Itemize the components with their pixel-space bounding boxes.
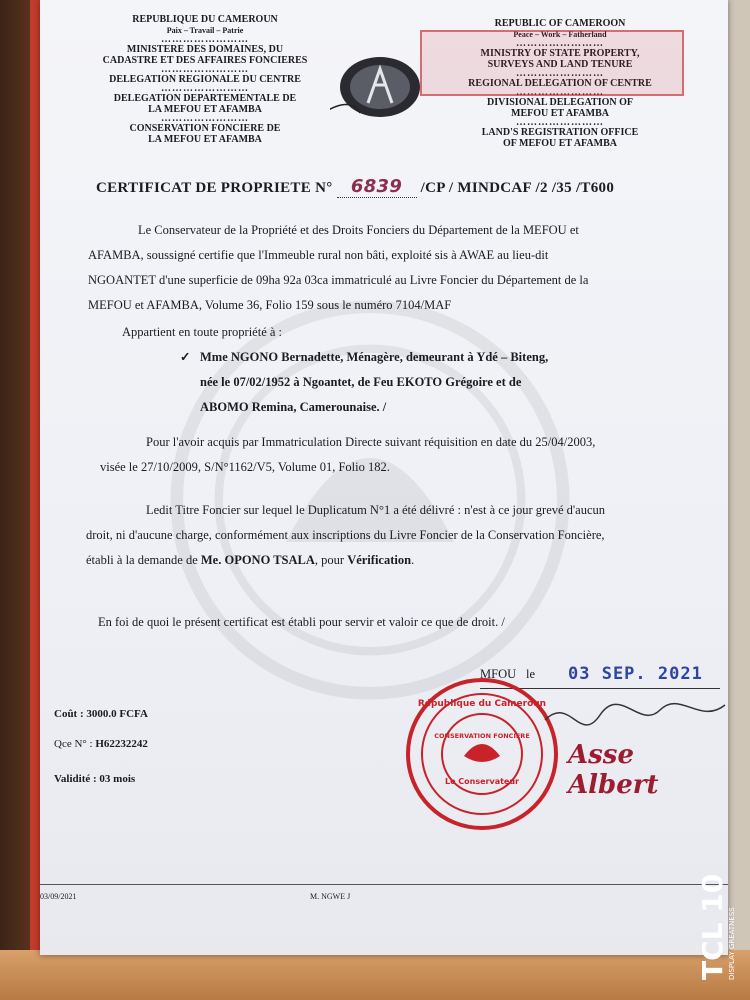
header-en-line5b: MEFOU ET AFAMBA xyxy=(511,108,609,119)
header-fr-separator: …………………… xyxy=(161,83,249,94)
header-fr-motto: Paix – Travail – Patrie xyxy=(166,26,244,35)
seal-bottom-text: Le Conservateur xyxy=(444,777,520,786)
header-french xyxy=(90,14,320,145)
paragraph3-line3-dot: . xyxy=(411,553,415,567)
header-en-line4: REGIONAL DELEGATION OF CENTRE xyxy=(468,78,652,89)
receipt-number xyxy=(54,738,148,750)
camera-watermark xyxy=(696,850,744,980)
header-fr-line5a: DELEGATION DEPARTEMENTALE DE xyxy=(113,93,297,104)
emblem-icon xyxy=(330,55,430,119)
watermark-brand: TCL 10 xyxy=(696,873,729,980)
header-en-line3a: MINISTRY OF STATE PROPERTY, xyxy=(480,48,640,59)
paragraph2-line: Pour l'avoir acquis par Immatriculation Directe suivant réquisition en date du 25/04/2003, xyxy=(146,435,596,449)
table-surface xyxy=(0,950,750,1000)
requester-name: Me. OPONO TSALA xyxy=(200,553,315,567)
ownership-intro: Appartient en toute propriété à : xyxy=(122,325,283,339)
check-mark-icon: ✓ xyxy=(180,350,191,364)
header-fr-line3b: CADASTRE ET DES AFFAIRES FONCIERES xyxy=(102,55,308,66)
header-fr-line4: DELEGATION REGIONALE DU CENTRE xyxy=(109,74,301,85)
paragraph-acquisition xyxy=(88,430,718,480)
owner-line: ABOMO Remina, Camerounaise. / xyxy=(200,400,387,414)
paragraph3-line2: droit, ni d'aucune charge, conformément aux inscriptions du Livre Foncier de la Conservation Foncière, xyxy=(86,528,605,542)
owner-line: Mme NGONO Bernadette, Ménagère, demeurant à Ydé – Biteng, xyxy=(200,350,549,364)
header-fr-line6a: CONSERVATION FONCIERE DE xyxy=(129,123,281,134)
header-fr-line5b: LA MEFOU ET AFAMBA xyxy=(148,104,262,115)
header-en-line1: REPUBLIC OF CAMEROON xyxy=(494,18,626,29)
paragraph-property-description xyxy=(88,218,718,318)
header-fr-line3a: MINISTERE DES DOMAINES, DU xyxy=(126,44,284,55)
seal-top-text: République du Cameroun xyxy=(417,699,547,709)
owner-details xyxy=(180,345,720,420)
receipt-label: Qce N° : xyxy=(54,738,96,750)
watermark-tagline: DISPLAY GREATNESS xyxy=(728,907,736,980)
paragraph2-line: visée le 27/10/2009, S/N°1162/V5, Volume 01, Folio 182. xyxy=(100,460,390,474)
receipt-value: H62232242 xyxy=(95,738,148,750)
header-en-motto: Peace – Work – Fatherland xyxy=(513,30,607,39)
header-fr-line6b: LA MEFOU ET AFAMBA xyxy=(148,134,262,145)
certificate-number: 6839 xyxy=(337,176,417,198)
place-name: MFOU xyxy=(480,667,517,681)
header-fr-line1: REPUBLIQUE DU CAMEROUN xyxy=(132,14,278,25)
header-en-line3b: SURVEYS AND LAND TENURE xyxy=(487,59,633,70)
seal-center-text: CONSERVATION FONCIERE xyxy=(434,732,530,740)
paragraph3-line3-pre: établi à la demande de xyxy=(86,553,201,567)
footer-clerk: M. NGWE J xyxy=(310,892,351,901)
date-le: le xyxy=(526,667,536,681)
paragraph-title-status xyxy=(86,498,722,573)
footer-divider xyxy=(40,884,728,885)
paragraph1-line: Le Conservateur de la Propriété et des Droits Fonciers du Département de la MEFOU et xyxy=(138,223,579,237)
paragraph1-line: AFAMBA, soussigné certifie que l'Immeuble rural non bâti, exploité sis à AWAE au lieu-dit xyxy=(88,248,549,262)
title-suffix: /CP / MINDCAF /2 /35 /T600 xyxy=(420,180,615,196)
fee-cost: Coût : 3000.0 FCFA xyxy=(54,708,148,720)
header-en-separator: …………………… xyxy=(516,87,604,98)
header-en-line5a: DIVISIONAL DELEGATION OF xyxy=(487,97,633,108)
date-stamp: 03 SEP. 2021 xyxy=(568,664,703,684)
header-fr-separator: …………………… xyxy=(161,64,249,75)
closing-statement: En foi de quoi le présent certificat est établi pour servir et valoir ce que de droit. / xyxy=(98,615,505,629)
header-en-line6b: OF MEFOU ET AFAMBA xyxy=(503,138,617,149)
validity: Validité : 03 mois xyxy=(54,773,136,785)
paragraph3-line3-mid: , pour xyxy=(314,553,348,567)
purpose: Vérification xyxy=(347,553,412,567)
header-en-separator: …………………… xyxy=(516,38,604,49)
footer-date: 03/09/2021 xyxy=(40,892,77,901)
certificate-page xyxy=(40,0,728,955)
header-fr-separator: …………………… xyxy=(161,113,249,124)
header-fr-separator: …………………… xyxy=(161,34,249,45)
header-en-separator: …………………… xyxy=(516,117,604,128)
owner-line: née le 07/02/1952 à Ngoantet, de Feu EKOTO Grégoire et de xyxy=(200,375,522,389)
signature-name: Asse Albert xyxy=(568,740,659,800)
paragraph1-line: NGOANTET d'une superficie de 09ha 92a 03ca immatriculé au Livre Foncier du Département de la xyxy=(88,273,589,287)
franking-stamp xyxy=(420,30,684,96)
official-seal-icon xyxy=(404,676,560,832)
paragraph3-line1: Ledit Titre Foncier sur lequel le Duplicatum N°1 a été délivré : n'est à ce jour grevé d'aucun xyxy=(146,503,606,517)
title-prefix: CERTIFICAT DE PROPRIETE N° xyxy=(96,180,333,196)
certificate-title xyxy=(96,176,716,198)
header-en-separator: …………………… xyxy=(516,68,604,79)
header-en-line6a: LAND'S REGISTRATION OFFICE xyxy=(481,127,639,138)
paragraph1-line: MEFOU et AFAMBA, Volume 36, Folio 159 sous le numéro 7104/MAF xyxy=(88,298,452,312)
